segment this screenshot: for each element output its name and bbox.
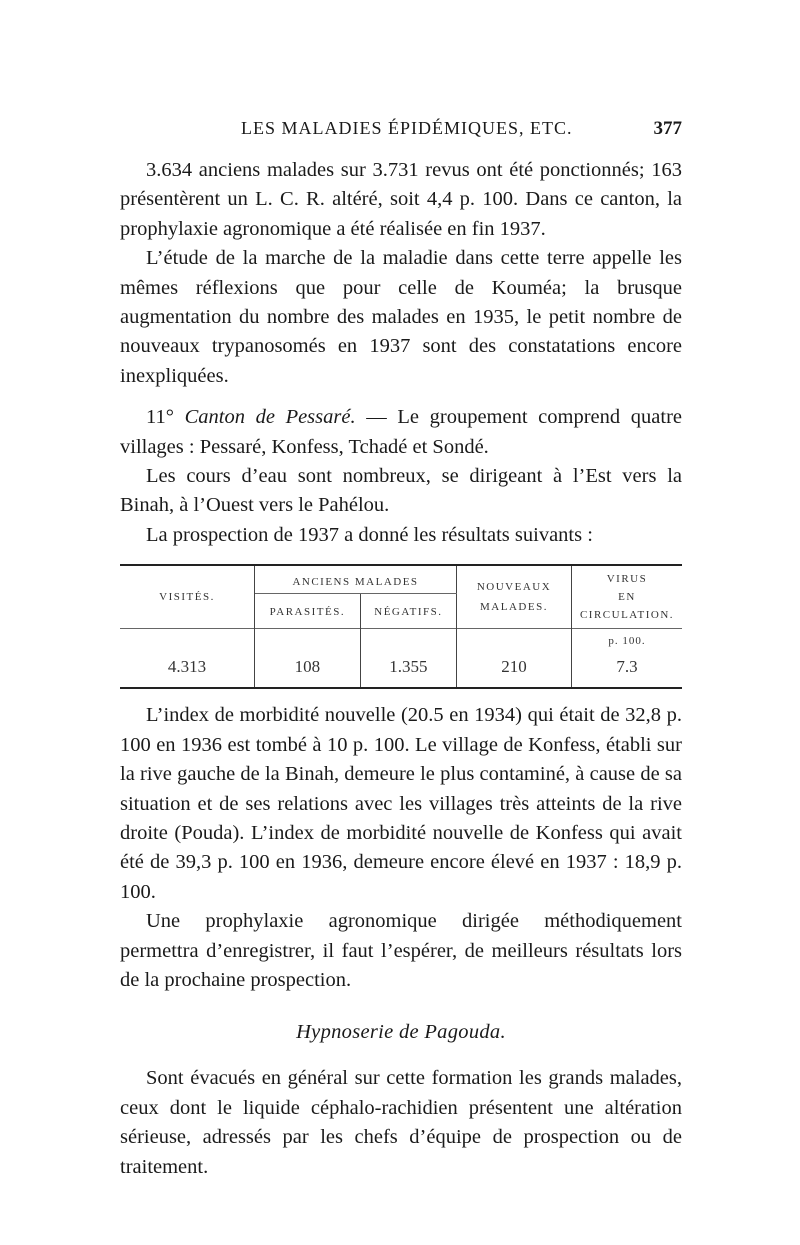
running-head (120, 118, 682, 140)
paragraph-rivers: Les cours d’eau sont nombreux, se dirigeant à l’Est vers la Binah, à l’Ouest vers le Pahélou. (120, 465, 682, 517)
paragraph-prophylaxie: Une prophylaxie agronomique dirigée méthodiquement permettra d’enregistrer, il faut l’espérer, de meilleurs résultats lors de la prochaine prospection. (120, 910, 682, 991)
paragraph-results-intro: La prospection de 1937 a donné les résultats suivants : (146, 523, 593, 546)
header-nouveaux-malades (457, 566, 572, 629)
paragraph-canton-pessare (120, 403, 682, 462)
unit-percent: p. 100. (572, 629, 683, 648)
header-virus-line2: EN (618, 591, 636, 604)
running-title: LES MALADIES ÉPIDÉMIQUES, ETC. (241, 118, 573, 138)
cell-negatifs: 1.355 (360, 647, 456, 687)
table-row (120, 647, 682, 687)
header-virus-circulation (572, 566, 683, 629)
header-parasites: PARASITÉS. (255, 593, 361, 629)
cell-nouveaux: 210 (457, 647, 572, 687)
header-nouveaux-line2: MALADES. (480, 601, 548, 614)
cell-virus: 7.3 (616, 657, 638, 677)
header-nouveaux-line1: NOUVEAUX (476, 581, 552, 594)
results-table (120, 566, 682, 687)
header-visites: VISITÉS. (120, 566, 255, 629)
page-number: 377 (653, 118, 682, 139)
section-title-hypnoserie (120, 1021, 682, 1044)
header-anciens-malades: ANCIENS MALADES (255, 566, 457, 593)
header-negatifs: NÉGATIFS. (360, 593, 456, 629)
paragraph-1: 3.634 anciens malades sur 3.731 revus ont été ponctionnés; 163 présentèrent un L. C. R. altéré, soit 4,4 p. 100. Dans ce canton, la prophylaxie agronomique a été réalisée en fin 1937. (120, 159, 682, 240)
paragraph-index-morbidite: L’index de morbidité nouvelle (20.5 en 1934) qui était de 32,8 p. 100 en 1936 est tombé à 10 p. 100. Le village de Konfess, établi sur la rive gauche de la Binah, demeure le plus contaminé, à cause de sa situation et de ses relations avec les villages très atteints de la rive droite (Pouda). L’index de morbidité nouvelle de Konfess qui avait été de 39,3 p. 100 en 1936, demeure encore élevé en 1937 : 18,9 p. 100. (120, 704, 682, 903)
results-table-wrapper (120, 564, 682, 689)
cell-visites: 4.313 (120, 647, 255, 687)
cell-parasites: 108 (255, 647, 361, 687)
header-virus-line3: CIRCULATION. (579, 609, 675, 622)
section-number: 11° (146, 406, 185, 429)
book-page (120, 118, 682, 1182)
canton-text: — Le groupement comprend quatre villages : Pessaré, Konfess, Tchadé et Sondé. (120, 406, 682, 458)
header-virus-line1: VIRUS (606, 573, 648, 586)
paragraph-hypnoserie: Sont évacués en général sur cette formation les grands malades, ceux dont le liquide céphalo-rachidien présentent une altération sérieuse, adressés par les chefs d’équipe de prospection ou de traitement. (120, 1067, 682, 1178)
paragraph-2: L’étude de la marche de la maladie dans cette terre appelle les mêmes réflexions que pour celle de Kouméa; la brusque augmentation du nombre des malades en 1935, le petit nombre de nouveaux trypanosomés en 1937 sont des constatations encore inexpliquées. (120, 247, 682, 387)
canton-title: Canton de Pessaré. (184, 406, 356, 429)
section-title-text: Hypnoserie de Pagouda. (296, 1021, 506, 1044)
